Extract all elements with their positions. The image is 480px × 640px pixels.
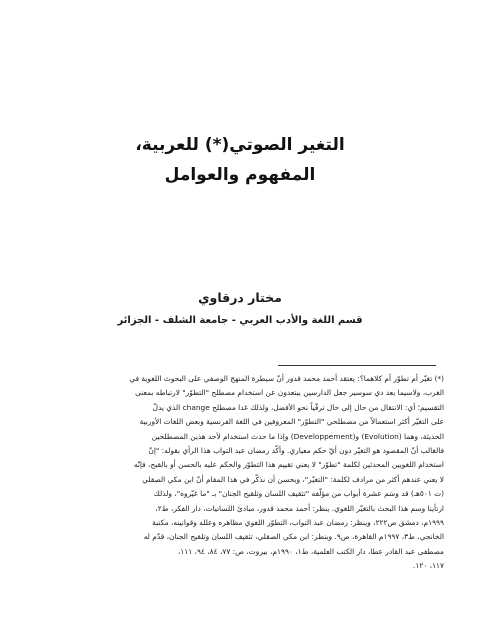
footnote-line: (ت ٥٠١هـ) قد وسَم عشرة أبواب من مؤلّفه "تثقيف اللسان وتلقيح الجنان" بـ "ما غيّروه"، ولذلك <box>153 489 444 499</box>
footnote-line: ١٩٩٩م، دمشق ص٢٢٢، وينظر: رمضان عبد التواب، التطوّر اللغوي مظاهره وعلله وقوانينه، مكتبة <box>152 518 444 528</box>
author-info <box>0 288 480 330</box>
footnote-line: التقسيم؛ أي: الانتقال من حال إلى حال ترقّياً نحو الأفضل، ولذلك غدا مصطلح change الذي يدلّ <box>152 402 444 412</box>
title-line-1: التغير الصوتي(*) للعربية، <box>135 135 345 155</box>
footnote-line: مصطفى عبد القادر عطا، دار الكتب العلمية، ط١، ١٩٩٠م، بيروت، ص: ٧٧، ٨٤، ٩٤، ١١١، <box>177 546 444 556</box>
footnote-separator <box>278 365 436 366</box>
footnote-line: ارتأينا وسم هذا البحث بالتغيّر اللغوي. ينظر: أحمد محمد قدور، مبادئ اللسانيات، دار الفكر، ط٢، <box>155 503 444 513</box>
footnote-line: لا يعني عندهم أكثر من مرادف لكلمة: "التغيّر"، ويحسن أن نذكّر في هذا المقام أنّ ابن مكي الصقلي <box>142 474 444 484</box>
author-name: مختار درقاوي <box>198 290 282 305</box>
footnote-line: (*) تغيّر أم تطوّر أم كلاهما؟: يعتقد أحمد محمد قدور أنّ سيطرة المنهج الوصفي على البحوث اللغوية في <box>129 374 444 383</box>
footnote-line: الحديثة، وهما (Evolution) و(Developpement) وإذا ما حدث استخدام لأحد هذين المصطلحين <box>151 431 444 441</box>
title-line-2: المفهوم والعوامل <box>164 165 316 185</box>
footnote-line: فالغالب أنّ المقصود هو التغيّر دون أيّ حكم معياري. وأكّد رمضان عبد التواب هذا الرأي بقوله: "إنّ <box>148 446 444 456</box>
footnote-line: الغرب، ولاسيما بعد دي سوسير جعل الدارسين يبتعدون عن استخدام مصطلح "التطوّر" لارتباطه بمعنى <box>135 388 444 398</box>
footnote-line: ١١٧، ١٢٠. <box>413 561 444 571</box>
footnote <box>34 372 444 574</box>
article-title <box>0 130 480 190</box>
footnote-line: على التغيّر أكثر استعمالاً من مصطلحي "التطوّر" المعروفين في اللغة الفرنسية وبعض اللغات الأوربية <box>139 417 444 427</box>
footnote-line: الخانجي، ط٣، ١٩٩٧م القاهرة، ص٩. وينظر: ابن مكي الصقلي، تثقيف اللسان وتلقيح الجنان، قدّم له <box>143 532 444 542</box>
footnote-line: استخدام اللغويين المحدثين لكلمة "تطوّر" لا يعني تقييم هذا التطوّر والحكم عليه بالحسن أو بالقبح، فإنّه <box>133 460 444 470</box>
author-affiliation: قسم اللغة والأدب العربي - جامعة الشلف - الجزائر <box>117 315 363 326</box>
